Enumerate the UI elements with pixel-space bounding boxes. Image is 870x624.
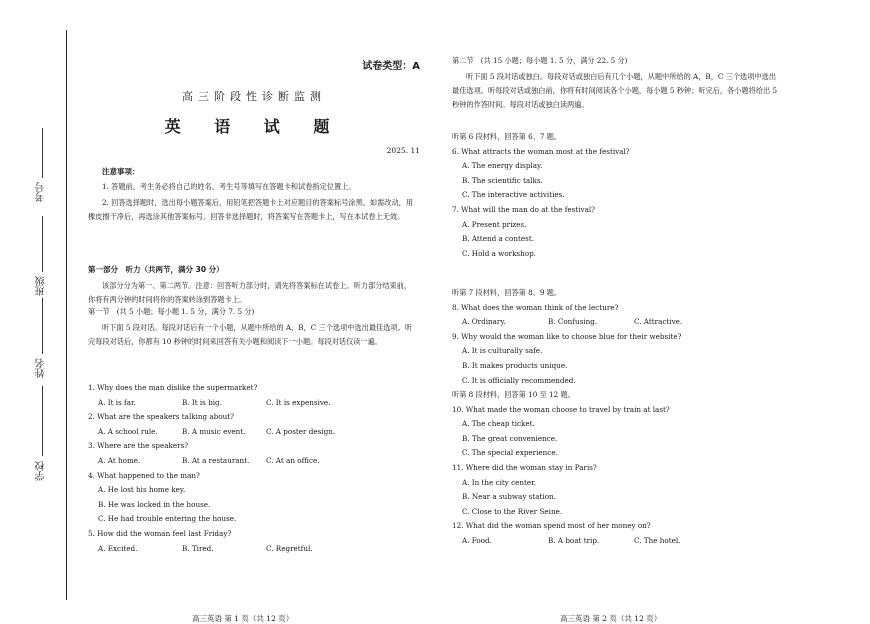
section2-description: 听下面 5 段对话或独白。每段对话或独白后有几个小题，从题中所给的 A，B，C 三个选项中选出最佳选项。听每段对话或独白前，你将有时间阅读各个小题，每小题 5 秒钟；听完后，各小题将给出 5 秒钟的作答时间。每段对话或独白读两遍。	[452, 72, 778, 109]
option-a: A. The energy display.	[462, 161, 543, 171]
exam-type: 试卷类型：A	[362, 61, 420, 72]
option-b: B. The great convenience.	[462, 433, 558, 443]
option-c: C. The interactive activities.	[462, 190, 565, 200]
option-a: A. At home.	[98, 455, 141, 465]
question-stem: 11. Where did the woman stay in Paris?	[452, 462, 597, 472]
option-b: B. At a restaurant.	[182, 455, 250, 465]
option-c: C. It is expensive.	[266, 397, 331, 407]
exam-no-label: 考号	[36, 182, 47, 202]
option-c: C. The hotel.	[634, 535, 681, 545]
question	[88, 469, 418, 527]
material-group	[452, 286, 782, 388]
exam-series-title: 高三阶段性诊断监测	[182, 90, 326, 103]
option-b: B. Tired.	[182, 543, 214, 553]
option-a: A. Food.	[462, 535, 492, 545]
notes-title: 注意事项：	[102, 167, 140, 176]
section1-title: 第一节 (共 5 小题；每小题 1. 5 分，满分 7. 5 分)	[88, 307, 255, 316]
option-a: A. Present prizes.	[462, 219, 527, 229]
option-a: A. A school rule.	[98, 426, 158, 436]
notes-section	[88, 167, 418, 226]
material-group	[452, 388, 782, 549]
option-b: B. He was locked in the house.	[98, 499, 211, 509]
class-underline	[42, 216, 43, 272]
option-b: B. The scientific talks.	[462, 175, 543, 185]
question-stem: 7. What will the man do at the festival?	[452, 204, 596, 214]
option-a: A. In the city center.	[462, 477, 537, 487]
school-label: 学校	[36, 461, 47, 481]
binding-line	[66, 30, 67, 600]
option-a: A. The cheap ticket.	[462, 419, 535, 429]
page-1	[88, 56, 420, 623]
note-item: 2. 回答选择题时，选出每小题答案后，用铅笔把答题卡上对应题目的答案标号涂黑。如需改动，用橡皮擦干净后，再选涂其他答案标号。回答非选择题时，将答案写在答题卡上，写在本试卷上无效。	[88, 197, 414, 221]
option-c: C. A poster design.	[266, 426, 336, 436]
option-b: B. A music event.	[182, 426, 246, 436]
question-stem: 3. Where are the speakers?	[88, 441, 189, 451]
exam-date: 2025. 11	[386, 146, 420, 155]
question	[88, 439, 418, 468]
question-stem: 9. Why would the woman like to choose blue for their website?	[452, 331, 682, 341]
class-label: 班级	[36, 276, 47, 296]
question-stem: 2. What are the speakers talking about?	[88, 412, 235, 422]
option-c: C. Attractive.	[634, 317, 683, 327]
name-label: 姓名	[36, 358, 47, 378]
option-b: B. Confusing.	[548, 317, 598, 327]
subject-title: 英 语 试 题	[164, 117, 344, 136]
option-b: B. Attend a contest.	[462, 234, 535, 244]
option-c: C. Hold a workshop.	[462, 248, 536, 258]
option-a: A. Excited.	[98, 543, 138, 553]
option-c: C. At an office.	[266, 455, 320, 465]
question-list	[88, 381, 418, 556]
part1-description: 该部分分为第一、第二两节。注意：回答听力部分时，请先将答案标在试卷上。听力部分结束前，你将有两分钟的时间将你的答案转涂到答题卡上。	[88, 281, 412, 304]
group-title: 听第 8 段材料，回答第 10 至 12 题。	[452, 390, 575, 399]
option-b: B. A boat trip.	[548, 535, 600, 545]
question	[88, 527, 418, 556]
option-b: B. It is big.	[182, 397, 222, 407]
option-a: A. Ordinary.	[462, 317, 506, 327]
part1-title: 第一部分 听力（共两节，满分 30 分）	[88, 265, 224, 274]
page-footer: 高三英语 第 2 页（共 12 页）	[560, 614, 662, 623]
name-underline	[42, 298, 43, 354]
option-c: C. Close to the River Seine.	[462, 506, 563, 516]
page-footer: 高三英语 第 1 页（共 12 页）	[192, 614, 294, 623]
option-b: B. It makes products unique.	[462, 360, 568, 370]
note-item: 1. 答题前，考生务必将自己的姓名、考生号等填写在答题卡和试卷指定位置上。	[102, 181, 356, 191]
option-a: A. It is far.	[98, 397, 136, 407]
material-group	[452, 130, 782, 261]
exam-no-underline	[42, 128, 43, 178]
group-title: 听第 7 段材料，回答第 8、9 题。	[452, 288, 562, 297]
question-stem: 5. How did the woman feel last Friday?	[88, 528, 232, 538]
question-stem: 10. What made the woman choose to travel by train at last?	[452, 404, 670, 414]
group-title: 听第 6 段材料，回答第 6、7 题。	[452, 132, 562, 141]
option-a: A. He lost his home key.	[98, 485, 186, 495]
question-stem: 8. What does the woman think of the lecture?	[452, 302, 619, 312]
page-2	[452, 56, 782, 623]
question	[88, 410, 418, 439]
section2-title: 第二节 (共 15 小题；每小题 1. 5 分，满分 22. 5 分)	[452, 56, 628, 65]
option-c: C. Regretful.	[266, 543, 313, 553]
section1-description: 听下面 5 段对话。每段对话后有一个小题，从题中所给的 A，B，C 三个选项中选出最佳选项。听完每段对话后，你都有 10 秒钟的时间来回答有关小题和阅读下一小题。每段对话仅读一遍。	[88, 323, 413, 346]
option-a: A. It is culturally safe.	[462, 346, 543, 356]
option-b: B. Near a subway station.	[462, 492, 556, 502]
option-c: C. It is officially recommended.	[462, 375, 576, 385]
question	[88, 381, 418, 410]
school-underline	[42, 386, 43, 456]
question-stem: 1. Why does the man dislike the supermarket?	[88, 383, 258, 392]
question-stem: 12. What did the woman spend most of her money on?	[452, 521, 651, 531]
question-stem: 6. What attracts the woman most at the festival?	[452, 146, 630, 156]
option-c: C. The special experience.	[462, 448, 558, 458]
question-stem: 4. What happened to the man?	[88, 470, 200, 480]
option-c: C. He had trouble entering the house.	[98, 514, 237, 524]
